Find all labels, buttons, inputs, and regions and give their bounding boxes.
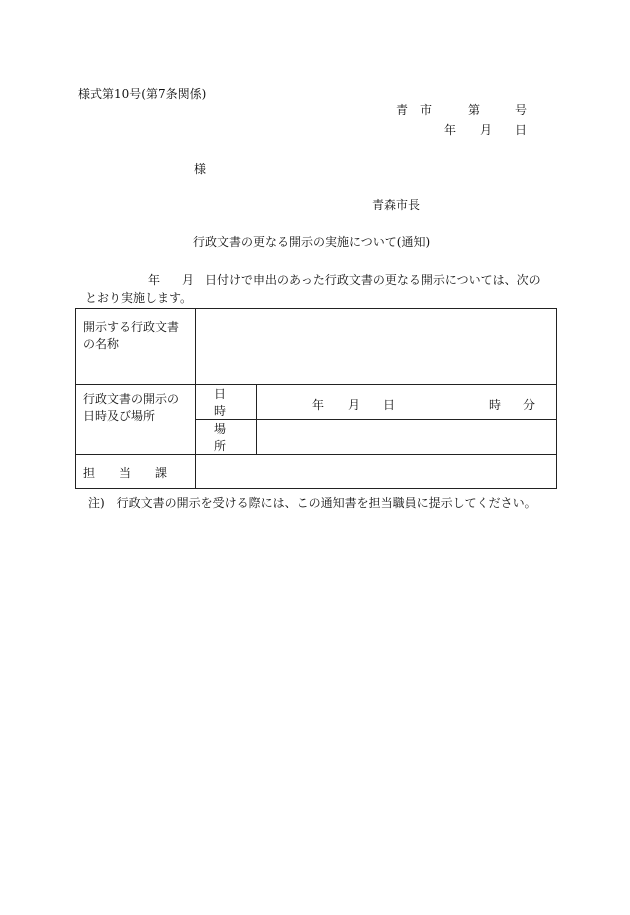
body-line-1: 日付けで申出のあった行政文書の更なる開示については、次の xyxy=(205,273,541,287)
form-number: 様式第10号(第7条関係) xyxy=(78,87,207,101)
reference-dai: 第 xyxy=(468,103,481,117)
datetime-place-label-line-2: 日時及び場所 xyxy=(83,409,156,423)
place-sub-label: 場 所 xyxy=(196,420,257,455)
issue-date-year: 年 xyxy=(444,123,457,137)
document-name-value xyxy=(196,309,557,385)
department-value xyxy=(196,455,557,489)
reference-go: 号 xyxy=(515,103,528,117)
department-label: 担 当 課 xyxy=(76,455,196,489)
datetime-value xyxy=(257,385,557,420)
footnote: 注) 行政文書の開示を受ける際には、この通知書を担当職員に提示してください。 xyxy=(88,496,537,510)
datetime-sub-label: 日 時 xyxy=(196,385,257,420)
disclosure-table xyxy=(75,308,557,489)
reference-city: 青 市 xyxy=(396,103,433,117)
issue-date-month: 月 xyxy=(480,123,493,137)
issue-date-day: 日 xyxy=(515,123,528,137)
datetime-place-label xyxy=(76,385,196,455)
datetime-year: 年 xyxy=(312,398,325,412)
datetime-hour: 時 xyxy=(489,398,502,412)
issuer-name: 青森市長 xyxy=(372,198,421,212)
document-name-label-line-1: 開示する行政文書 xyxy=(83,320,180,334)
place-value xyxy=(257,420,557,455)
document-name-label-line-2: の名称 xyxy=(83,337,120,351)
body-year: 年 xyxy=(148,273,161,287)
datetime-month: 月 xyxy=(348,398,361,412)
datetime-minute: 分 xyxy=(523,398,536,412)
body-month: 月 xyxy=(182,273,195,287)
addressee-suffix: 様 xyxy=(194,162,207,176)
datetime-place-label-line-1: 行政文書の開示の xyxy=(83,392,180,406)
document-subject: 行政文書の更なる開示の実施について(通知) xyxy=(193,235,431,249)
body-line-2: とおり実施します。 xyxy=(85,291,193,305)
document-name-label xyxy=(76,309,196,385)
datetime-day: 日 xyxy=(383,398,396,412)
